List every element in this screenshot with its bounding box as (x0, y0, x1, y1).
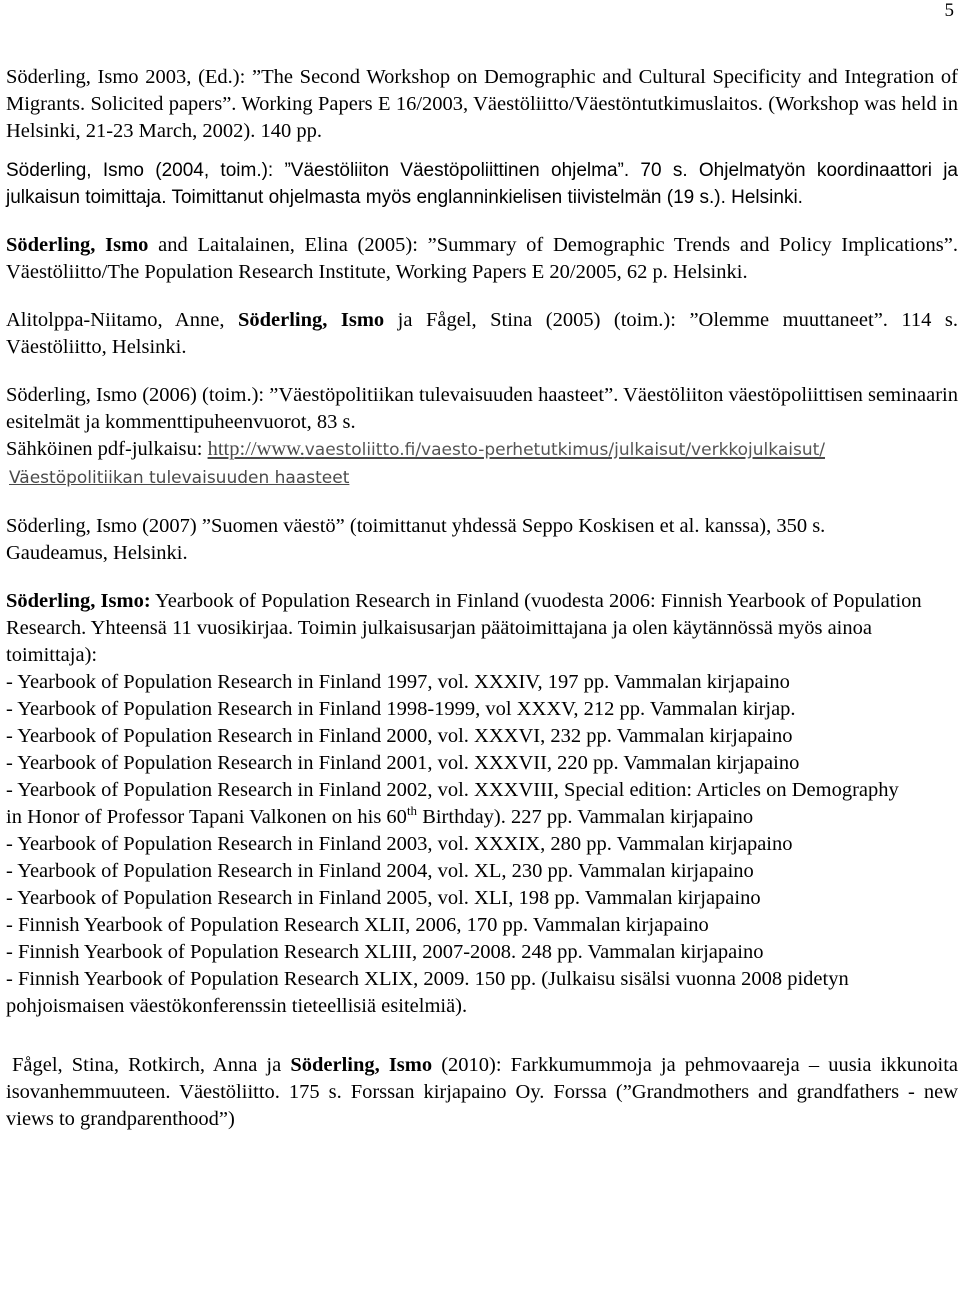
url-part-1: http://www. (207, 438, 305, 460)
yearbook-item-2000: - Yearbook of Population Research in Finland 2000, vol. XXXVI, 232 pp. Vammalan kirjapaino (6, 725, 793, 747)
author-name-bold: Söderling, Ismo: (6, 590, 151, 612)
publication-list (6, 64, 958, 1133)
publication-entry-2004: Söderling, Ismo (2004, toim.): ”Väestöliiton Väestöpoliittinen ohjelma”. 70 s. Ohjelmatyön koordinaattori ja julkaisun toimittaja. Toimittanut ohjelmasta myös englanninkielisen tiivistelmän (19 s.). Helsinki. (6, 160, 958, 208)
publication-entry-2007: Söderling, Ismo (2007) ”Suomen väestö” (toimittanut yhdessä Seppo Koskisen et al. kanssa), 350 s. Gaudeamus, Helsinki. (6, 515, 826, 564)
yearbook-item-2007-2008: - Finnish Yearbook of Population Research XLIII, 2007-2008. 248 pp. Vammalan kirjapaino (6, 941, 764, 963)
item-text-before: - Yearbook of Population Research in Finland 2002, vol. XXXVIII, Special edition: Articles on Demography in Honor of Professor Tapani Valkonen on his 60 (6, 779, 899, 828)
entry-text: Söderling, Ismo (2006) (toim.): ”Väestöpolitiikan tulevaisuuden haasteet”. Väestöliiton väestöpoliittisen seminaarin esitelmät ja kommenttipuheenvuorot, 83 s. (6, 384, 958, 433)
pdf-title-line (6, 464, 958, 492)
publication-entry-yearbooks (6, 588, 958, 1020)
page-number: 5 (944, 0, 954, 21)
item-text-after: Birthday). 227 pp. Vammalan kirjapaino (417, 806, 754, 828)
yearbook-item-2009: - Finnish Yearbook of Population Research XLIX, 2009. 150 pp. (Julkaisu sisälsi vuonna 2008 pidetyn pohjoismaisen väestökonferenssin tieteellisiä esitelmiä). (6, 968, 849, 1017)
pdf-url-link[interactable] (208, 438, 825, 460)
entry-text-after: ja Fågel, Stina (2005) (toim.): ”Olemme muuttaneet”. 114 s. Väestöliitto, Helsinki. (6, 309, 959, 358)
yearbook-item-2002 (6, 777, 911, 831)
yearbook-intro (6, 588, 926, 669)
yearbook-item-2004: - Yearbook of Population Research in Finland 2004, vol. XL, 230 pp. Vammalan kirjapaino (6, 860, 754, 882)
intro-text: Yearbook of Population Research in Finland (vuodesta 2006: Finnish Yearbook of Population Research. Yhteensä 11 vuosikirjaa. Toimin julkaisusarjan päätoimittajana ja olen käytännössä myös ainoa toimittaja): (6, 590, 922, 666)
entry-text-before: Fågel, Stina, Rotkirch, Anna ja (12, 1054, 291, 1076)
publication-entry-2005-summary (6, 232, 958, 286)
pdf-link-line (6, 436, 958, 464)
yearbook-item-2005: - Yearbook of Population Research in Finland 2005, vol. XLI, 198 pp. Vammalan kirjapaino (6, 887, 761, 909)
publication-entry-2003: Söderling, Ismo 2003, (Ed.): ”The Second Workshop on Demographic and Cultural Specificity and Integration of Migrants. Solicited papers”. Working Papers E 16/2003, Väestöliitto/Väestöntutkimuslaitos. (Workshop was held in Helsinki, 21-23 March, 2002). 140 pp. (6, 66, 958, 142)
yearbook-item-1998: - Yearbook of Population Research in Finland 1998-1999, vol XXXV, 212 pp. Vammalan kirjap. (6, 698, 796, 720)
yearbook-item-2003: - Yearbook of Population Research in Finland 2003, vol. XXXIX, 280 pp. Vammalan kirjapaino (6, 833, 793, 855)
yearbook-item-2001: - Yearbook of Population Research in Finland 2001, vol. XXXVII, 220 pp. Vammalan kirjapaino (6, 752, 800, 774)
publication-entry-2005-olemme (6, 307, 958, 361)
author-name-bold: Söderling, Ismo (6, 234, 149, 256)
publication-entry-2006 (6, 382, 958, 492)
author-name-bold: Söderling, Ismo (290, 1054, 433, 1076)
entry-text-after: (2010): Farkkumummoja ja pehmovaareja – uusia ikkunoita isovanhemmuuteen. Väestöliitto. 175 s. Forssan kirjapaino Oy. Forssa (”Grandmothers and grandfathers - new views to grandparenthood”) (6, 1054, 958, 1130)
yearbook-item-1997: - Yearbook of Population Research in Finland 1997, vol. XXXIV, 197 pp. Vammalan kirjapaino (6, 671, 790, 693)
publication-entry-2010 (6, 1052, 958, 1133)
yearbook-item-2006: - Finnish Yearbook of Population Research XLII, 2006, 170 pp. Vammalan kirjapaino (6, 914, 709, 936)
ordinal-suffix: th (406, 803, 418, 819)
pdf-title-link[interactable]: Väestöpolitiikan tulevaisuuden haasteet (9, 468, 350, 488)
url-part-2: vaestoliitto.fi/vaesto-perhetutkimus/julkaisut/verkkojulkaisut/ (304, 440, 825, 460)
author-name-bold: Söderling, Ismo (237, 309, 385, 331)
entry-text: and Laitalainen, Elina (2005): ”Summary of Demographic Trends and Policy Implications”. Väestöliitto/The Population Research Institute, Working Papers E 20/2005, 62 p. Helsinki. (6, 234, 958, 283)
entry-text-before: Alitolppa-Niitamo, Anne, (6, 309, 238, 331)
pdf-prefix: Sähköinen pdf-julkaisu: (6, 438, 208, 460)
